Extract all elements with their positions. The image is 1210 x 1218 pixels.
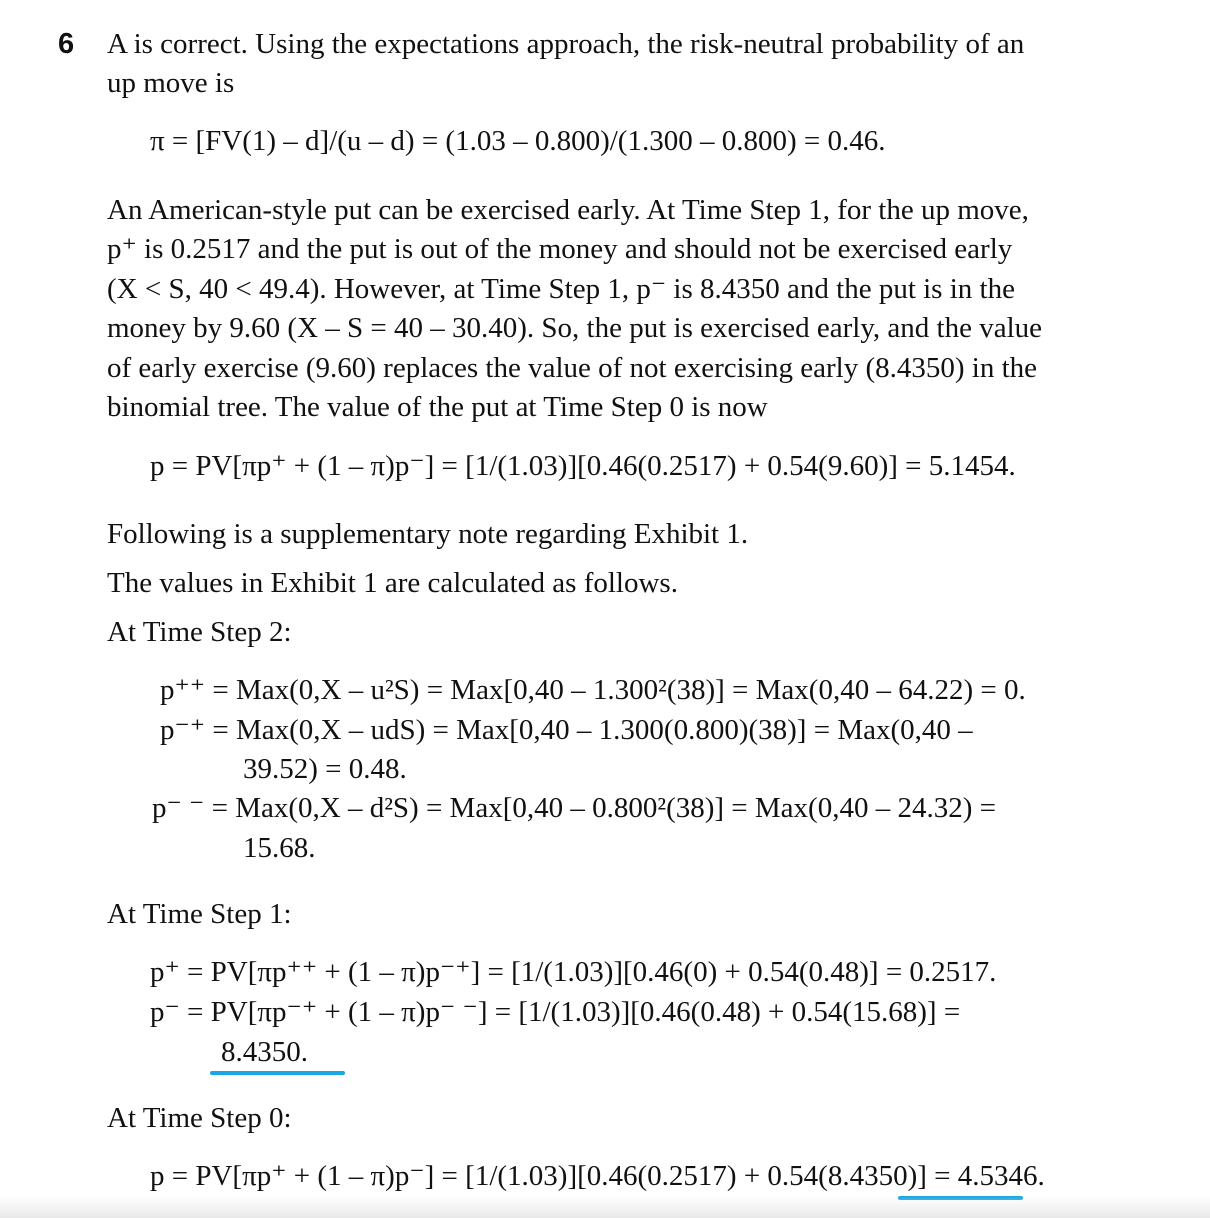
equation-p0-american: p = PV[πp⁺ + (1 – π)p⁻] = [1/(1.03)][0.46(0.2517) + 0.54(9.60)] = 5.1454. — [150, 450, 1016, 482]
time-step-1-heading: At Time Step 1: — [107, 898, 292, 930]
paragraph-line: of early exercise (9.60) replaces the value of not exercising early (8.4350) in the — [107, 352, 1038, 384]
paragraph-line: (X < S, 40 < 49.4). However, at Time Step 1, p⁻ is 8.4350 and the put is in the — [107, 273, 1015, 305]
time-step-1-line: p⁺ = PV[πp⁺⁺ + (1 – π)p⁻⁺] = [1/(1.03)][0.46(0) + 0.54(0.48)] = 0.2517. — [150, 956, 997, 988]
time-step-2-line: p⁻ ⁻ = Max(0,X – d²S) = Max[0,40 – 0.800²(38)] = Max(0,40 – 24.32) = — [152, 792, 996, 824]
time-step-1-line: p⁻ = PV[πp⁻⁺ + (1 – π)p⁻ ⁻] = [1/(1.03)][0.46(0.48) + 0.54(15.68)] = — [150, 996, 961, 1028]
time-step-2-line: p⁺⁺ = Max(0,X – u²S) = Max[0,40 – 1.300²(38)] = Max(0,40 – 64.22) = 0. — [160, 674, 1026, 706]
question-number: 6 — [58, 28, 75, 60]
paragraph-line: money by 9.60 (X – S = 40 – 30.40). So, the put is exercised early, and the value — [107, 312, 1043, 344]
time-step-1-line: 8.4350. — [221, 1036, 308, 1068]
supplementary-note: Following is a supplementary note regarding Exhibit 1. — [107, 518, 749, 550]
time-step-2-line: 15.68. — [243, 832, 316, 864]
equation-pi: π = [FV(1) – d]/(u – d) = (1.03 – 0.800)/(1.300 – 0.800) = 0.46. — [150, 125, 886, 157]
time-step-0-line: p = PV[πp⁺ + (1 – π)p⁻] = [1/(1.03)][0.46(0.2517) + 0.54(8.4350)] = 4.5346. — [150, 1160, 1045, 1192]
time-step-0-heading: At Time Step 0: — [107, 1102, 292, 1134]
highlight-underline — [210, 1071, 345, 1075]
intro-line-1: A is correct. Using the expectations approach, the risk-neutral probability of an — [107, 28, 1025, 60]
paragraph-line: binomial tree. The value of the put at Time Step 0 is now — [107, 391, 768, 423]
page-bottom-edge — [0, 1196, 1210, 1218]
intro-line-2: up move is — [107, 67, 235, 99]
time-step-2-line: 39.52) = 0.48. — [243, 753, 407, 785]
paragraph-line: An American-style put can be exercised early. At Time Step 1, for the up move, — [107, 194, 1029, 226]
time-step-2-line: p⁻⁺ = Max(0,X – udS) = Max[0,40 – 1.300(0.800)(38)] = Max(0,40 – — [160, 714, 973, 746]
exhibit-values-intro: The values in Exhibit 1 are calculated as follows. — [107, 567, 678, 599]
time-step-2-heading: At Time Step 2: — [107, 616, 292, 648]
paragraph-line: p⁺ is 0.2517 and the put is out of the money and should not be exercised early — [107, 233, 1013, 265]
